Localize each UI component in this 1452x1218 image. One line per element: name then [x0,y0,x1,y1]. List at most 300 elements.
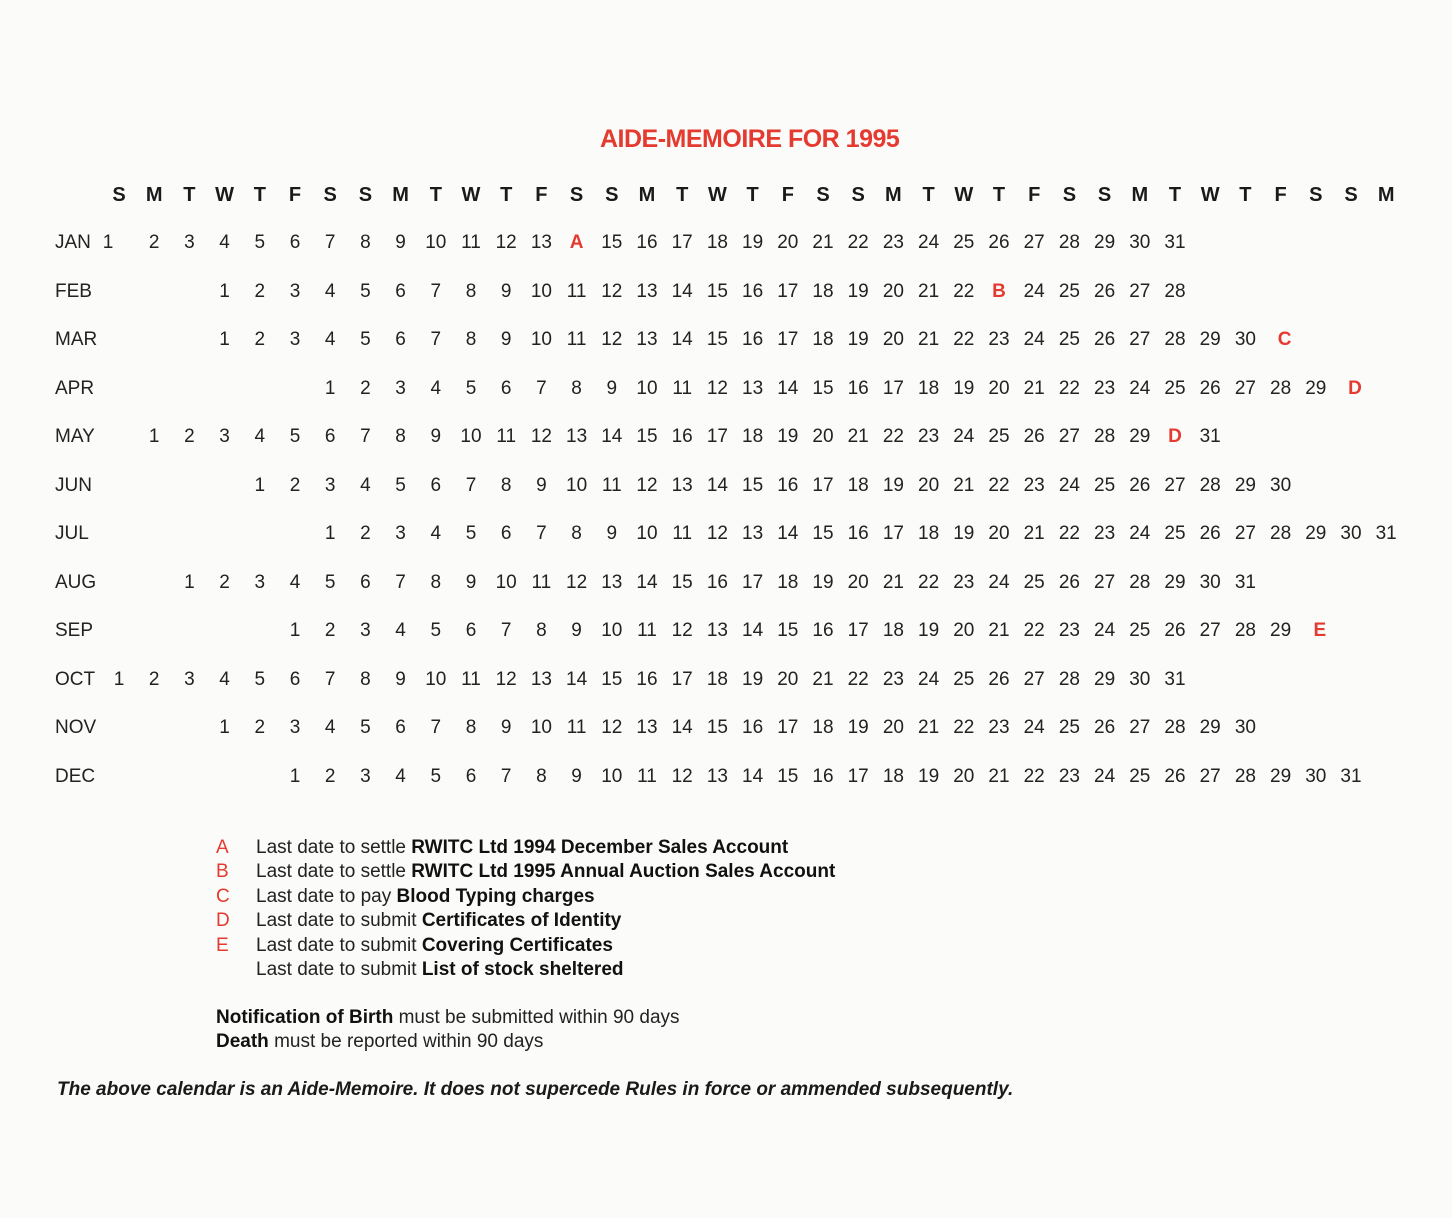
day-cell: 1 [184,571,195,593]
day-header: S [323,184,337,206]
day-cell: 7 [465,474,477,496]
day-cell: 8 [395,426,406,447]
day-cell: 17 [882,377,904,399]
day-cell: 4 [219,232,230,253]
day-cell: 26 [988,232,1010,253]
day-cell: 16 [812,765,834,787]
day-cell: 19 [847,329,869,350]
day-header: M [1377,184,1395,206]
deadline-marker: C [1277,329,1292,350]
day-cell: 22 [918,571,940,593]
day-header: S [1097,184,1112,206]
legend-subject: RWITC Ltd 1994 December Sales Account [411,837,789,858]
day-cell: 28 [1164,329,1186,350]
legend-letter: A [216,837,229,858]
day-cell: 22 [953,280,975,302]
day-header: S [1062,184,1077,206]
day-cell: 29 [1305,523,1327,544]
day-cell: 11 [637,620,657,641]
day-cell: 13 [566,426,588,447]
day-cell: 16 [812,620,834,641]
day-cell: 10 [530,329,552,350]
day-cell: 14 [742,765,764,787]
day-cell: 12 [706,377,728,399]
day-cell: 9 [606,523,618,544]
day-cell: 10 [460,426,482,447]
day-cell: 6 [465,620,477,641]
day-cell: 27 [1129,717,1151,738]
day-cell: 7 [536,523,547,544]
day-cell: 29 [1270,765,1292,787]
day-cell: 18 [742,426,764,447]
day-cell: 19 [918,765,940,787]
day-cell: 17 [777,280,799,302]
day-cell: 4 [254,426,266,447]
day-cell: 7 [536,377,547,399]
day-cell: 21 [988,765,1010,787]
day-cell: 21 [812,668,834,690]
day-cell: 16 [671,426,693,447]
day-cell: 18 [918,377,940,399]
day-cell: 19 [847,717,869,738]
day-cell: 30 [1129,232,1151,253]
day-header: M [392,184,409,206]
day-header: T [183,184,196,206]
day-cell: 29 [1129,426,1151,447]
day-cell: 14 [777,377,799,399]
legend-text [256,959,624,981]
day-cell: 31 [1199,426,1221,447]
day-cell: 4 [324,280,336,302]
day-cell: 13 [530,232,552,253]
day-header: S [569,184,584,206]
day-cell: 25 [1129,620,1151,641]
day-cell: 7 [430,280,442,302]
day-cell: 4 [360,474,371,496]
day-cell: 29 [1094,668,1116,690]
day-cell: 11 [672,377,693,399]
day-cell: 9 [500,717,512,738]
day-cell: 26 [1164,765,1186,787]
day-cell: 2 [184,426,195,447]
day-cell: 8 [500,474,512,496]
day-cell: 9 [430,426,442,447]
day-cell: 26 [1199,377,1221,399]
day-cell: 21 [953,474,975,496]
day-cell: 30 [1305,765,1327,787]
note-rest: must be submitted within 90 days [393,1007,680,1028]
legend-subject: Certificates of Identity [421,910,622,932]
day-cell: 11 [637,765,657,787]
day-cell: 26 [1094,717,1116,738]
day-cell: 11 [672,523,693,544]
day-cell: 11 [461,668,481,690]
day-cell: 2 [254,329,266,350]
day-cell: 13 [636,280,658,302]
page-title: AIDE-MEMOIRE FOR 1995 [600,125,900,153]
day-cell: 27 [1234,523,1256,544]
day-cell: 23 [882,668,904,690]
day-cell: 22 [1023,620,1045,641]
day-cell: 22 [953,717,975,738]
day-header: M [145,184,163,206]
day-cell: 9 [606,377,618,399]
note-line [216,1007,680,1029]
day-cell: 4 [430,523,442,544]
month-label: MAY [55,426,95,447]
day-header: M [638,184,656,206]
day-cell: 9 [500,280,512,302]
day-cell: 28 [1199,474,1221,496]
day-cell: 31 [1340,765,1362,787]
day-cell: 6 [395,717,406,738]
day-cell: 8 [430,571,442,593]
day-cell: 5 [465,377,477,399]
day-cell: 1 [219,717,230,738]
day-cell: 3 [324,474,336,496]
month-label: JUN [55,474,92,496]
day-cell: 5 [254,668,266,690]
day-cell: 25 [1058,329,1080,350]
day-cell: 25 [1094,474,1116,496]
day-cell: 30 [1270,474,1292,496]
day-cell: 22 [847,668,869,690]
day-cell: 4 [289,571,301,593]
day-header: S [605,184,619,206]
day-header: S [358,184,373,206]
day-cell: 27 [1058,426,1080,447]
day-cell: 27 [1129,329,1151,350]
day-cell: 10 [530,280,552,302]
day-cell: 1 [289,620,301,641]
day-cell: 28 [1094,426,1116,447]
day-cell: 27 [1164,474,1186,496]
day-cell: 6 [289,668,301,690]
legend-letter: E [216,934,229,956]
day-cell: 3 [360,765,371,787]
day-cell: 17 [671,668,693,690]
day-cell: 29 [1199,329,1221,350]
day-cell: 4 [395,620,406,641]
day-cell: 3 [254,571,266,593]
month-label: NOV [55,717,97,738]
day-cell: 19 [918,620,940,641]
day-header: S [1309,184,1323,206]
day-cell: 12 [530,426,552,447]
day-cell: 17 [742,571,764,593]
day-cell: 5 [360,717,371,738]
day-cell: 7 [360,426,371,447]
legend-text [256,861,835,883]
day-cell: 10 [566,474,588,496]
day-cell: 8 [465,280,477,302]
disclaimer: The above calendar is an Aide-Memoire. It does not supercede Rules in force or ammended subsequently. [57,1079,1014,1100]
day-cell: 4 [324,717,336,738]
day-cell: 16 [847,377,869,399]
day-cell: 13 [742,523,764,544]
day-cell: 13 [706,620,728,641]
day-cell: 31 [1164,232,1186,253]
day-cell: 17 [671,232,693,253]
legend-subject: Blood Typing charges [396,885,595,907]
day-cell: 7 [324,668,336,690]
day-cell: 1 [102,232,114,253]
day-cell: 18 [812,329,834,350]
day-cell: 10 [636,377,658,399]
deadline-marker: E [1313,620,1327,641]
day-cell: 12 [706,523,728,544]
day-cell: 10 [601,765,623,787]
day-cell: 30 [1129,668,1151,690]
day-cell: 4 [430,377,442,399]
day-cell: 5 [395,474,406,496]
day-cell: 1 [289,765,301,787]
day-cell: 9 [500,329,512,350]
day-cell: 9 [571,620,582,641]
day-header: W [954,184,974,206]
day-cell: 17 [882,523,904,544]
day-cell: 25 [988,426,1010,447]
day-cell: 2 [289,474,301,496]
day-cell: 18 [706,232,728,253]
day-cell: 23 [988,329,1010,350]
day-cell: 16 [742,280,764,302]
day-cell: 17 [847,765,869,787]
day-cell: 11 [461,232,481,253]
day-cell: 9 [536,474,547,496]
day-cell: 21 [918,717,940,738]
day-cell: 6 [395,280,406,302]
day-cell: 13 [530,668,552,690]
day-cell: 2 [219,571,230,593]
day-cell: 17 [777,717,799,738]
day-cell: 17 [777,329,799,350]
legend-prefix: Last date to submit [256,934,422,956]
day-cell: 4 [219,668,230,690]
day-cell: 19 [742,668,764,690]
day-cell: 14 [566,668,588,690]
day-cell: 11 [566,717,587,738]
day-cell: 6 [395,329,406,350]
day-cell: 14 [671,717,693,738]
day-cell: 22 [953,329,975,350]
day-cell: 16 [706,571,728,593]
day-cell: 29 [1270,620,1292,641]
day-cell: 18 [918,523,940,544]
day-cell: 24 [953,426,975,447]
day-cell: 27 [1094,571,1116,593]
day-cell: 8 [465,717,477,738]
deadline-marker: D [1348,377,1362,399]
day-cell: 4 [395,765,406,787]
day-cell: 22 [1058,523,1080,544]
day-cell: 20 [812,426,834,447]
note-subject: Notification of Birth [216,1007,394,1028]
day-header: T [746,184,759,206]
day-cell: 2 [324,620,336,641]
day-cell: 2 [254,717,266,738]
day-cell: 14 [601,426,623,447]
day-cell: 8 [360,232,371,253]
day-cell: 7 [324,232,336,253]
day-cell: 31 [1164,668,1186,690]
day-cell: 8 [536,620,547,641]
day-cell: 19 [777,426,799,447]
day-cell: 30 [1234,329,1256,350]
day-cell: 26 [1129,474,1151,496]
day-cell: 28 [1234,765,1256,787]
day-cell: 3 [395,523,406,544]
day-cell: 6 [324,426,336,447]
day-cell: 9 [395,668,406,690]
day-header: T [1239,184,1252,206]
day-cell: 26 [1164,620,1186,641]
day-cell: 17 [706,426,728,447]
day-cell: 6 [465,765,477,787]
day-cell: 26 [1094,280,1116,302]
day-cell: 28 [1270,377,1292,399]
day-cell: 27 [1234,377,1256,399]
day-cell: 29 [1199,717,1221,738]
legend-letter: D [216,910,230,932]
day-cell: 14 [636,571,658,593]
day-cell: 13 [671,474,693,496]
day-cell: 6 [289,232,301,253]
day-cell: 25 [953,232,975,253]
day-cell: 2 [360,523,371,544]
legend-subject: RWITC Ltd 1995 Annual Auction Sales Account [411,861,836,883]
day-cell: 21 [812,232,834,253]
day-cell: 15 [671,571,693,593]
day-cell: 28 [1270,523,1292,544]
legend-text [256,910,621,932]
day-cell: 7 [500,765,512,787]
day-cell: 26 [1058,571,1080,593]
day-header: T [922,184,935,206]
day-cell: 15 [742,474,764,496]
legend-prefix: Last date to submit [256,959,422,980]
day-cell: 3 [360,620,371,641]
month-label: AUG [55,571,97,593]
day-header: M [885,184,902,206]
day-cell: 12 [601,717,623,738]
day-cell: 24 [918,232,940,253]
day-cell: 24 [1094,765,1116,787]
month-label: APR [55,377,95,399]
day-cell: 2 [254,280,266,302]
legend-prefix: Last date to submit [256,910,422,932]
day-header: M [1131,184,1149,206]
day-cell: 8 [571,523,582,544]
day-cell: 28 [1234,620,1256,641]
day-cell: 5 [324,571,336,593]
day-cell: 26 [988,668,1010,690]
day-cell: 18 [882,765,904,787]
legend-letter: C [216,885,230,907]
day-cell: 31 [1375,523,1397,544]
day-cell: 29 [1164,571,1186,593]
day-cell: 12 [636,474,658,496]
day-cell: 20 [847,571,869,593]
day-cell: 25 [1058,717,1080,738]
day-cell: 24 [1023,329,1045,350]
day-cell: 8 [360,668,371,690]
day-cell: 11 [496,426,517,447]
day-cell: 3 [289,717,301,738]
day-cell: 12 [671,765,693,787]
day-cell: 28 [1129,571,1151,593]
day-cell: 18 [777,571,799,593]
day-cell: 3 [219,426,230,447]
day-cell: 30 [1234,717,1256,738]
day-cell: 13 [636,717,658,738]
day-cell: 2 [324,765,336,787]
day-cell: 25 [1023,571,1045,593]
day-cell: 6 [500,523,512,544]
day-cell: 1 [113,668,125,690]
day-cell: 31 [1234,571,1256,593]
day-cell: 20 [988,523,1010,544]
day-cell: 21 [918,280,940,302]
day-cell: 27 [1023,668,1045,690]
day-cell: 20 [882,329,904,350]
day-cell: 14 [706,474,728,496]
note-line [216,1031,543,1053]
legend-text [256,935,613,957]
day-cell: 21 [1023,523,1045,544]
day-cell: 29 [1094,232,1116,253]
day-cell: 20 [953,765,975,787]
day-cell: 13 [706,765,728,787]
day-cell: 15 [812,523,834,544]
day-cell: 28 [1164,717,1186,738]
day-cell: 15 [777,765,799,787]
month-label: OCT [55,668,96,690]
day-cell: 8 [465,329,477,350]
day-cell: 16 [847,523,869,544]
deadline-marker: B [992,280,1006,302]
deadline-marker: D [1168,426,1182,447]
day-header: S [112,184,126,206]
day-cell: 23 [953,571,975,593]
day-cell: 20 [777,668,799,690]
day-header: W [1200,184,1220,206]
day-cell: 10 [425,232,447,253]
day-cell: 19 [953,377,975,399]
day-cell: 20 [882,717,904,738]
day-cell: 2 [148,668,160,690]
day-cell: 19 [953,523,975,544]
day-cell: 12 [566,571,588,593]
day-cell: 26 [1199,523,1221,544]
day-cell: 18 [812,717,834,738]
day-cell: 30 [1340,523,1362,544]
day-cell: 18 [706,668,728,690]
day-cell: 24 [1094,620,1116,641]
day-cell: 21 [847,426,869,447]
day-header: T [992,184,1006,206]
day-cell: 23 [1023,474,1045,496]
day-cell: 19 [882,474,904,496]
legend-letter: B [216,861,229,883]
day-cell: 22 [1058,377,1080,399]
day-cell: 22 [847,232,869,253]
legend-prefix: Last date to settle [256,861,412,883]
day-header: F [288,184,302,206]
day-cell: 18 [812,280,834,302]
day-header: T [500,184,513,206]
day-cell: 23 [918,426,940,447]
